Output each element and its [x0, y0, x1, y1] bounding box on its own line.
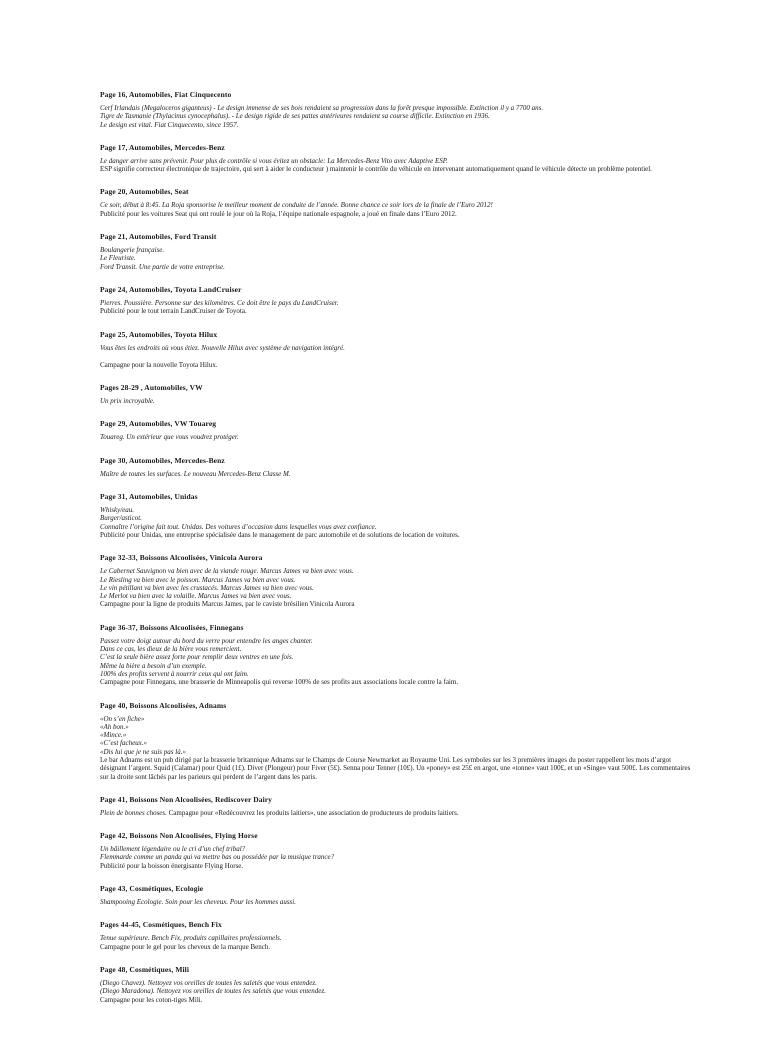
- document-section: [100, 384, 702, 405]
- text-run: (Diego Chavez). Nettoyez vos oreilles de toutes les saletés que vous entendez.: [100, 978, 317, 987]
- text-line: [100, 112, 702, 120]
- section-heading: Page 42, Boissons Non Alcoolisées, Flying Horse: [100, 831, 258, 841]
- document-section: [100, 493, 702, 539]
- text-line: [100, 254, 702, 262]
- text-line: [100, 731, 702, 739]
- section-heading: Page 31, Automobiles, Unidas: [100, 492, 198, 502]
- text-line: [100, 987, 702, 995]
- text-run: Ford Transit. Une partie de votre entreprise.: [100, 262, 225, 271]
- text-run: Le Merlot va bien avec la volaille. Marcus James va bien avec vous.: [100, 592, 292, 601]
- text-line: [100, 121, 702, 129]
- text-line: [100, 809, 702, 817]
- document-section: [100, 885, 702, 906]
- text-line: [100, 567, 702, 575]
- section-heading: Page 29, Automobiles, VW Touareg: [100, 419, 217, 429]
- text-run: Même la bière a besoin d’un exemple.: [100, 661, 207, 670]
- document-section: [100, 233, 702, 271]
- text-run: Publicité pour les voitures Seat qui ont roulé le jour où la Roja, l’équipe nationale espagnole, a joué en finale dans l’Euro 2012.: [100, 209, 457, 218]
- text-line: [100, 470, 702, 478]
- text-line: [100, 943, 702, 951]
- text-run: Burger/asticot.: [100, 514, 142, 523]
- document-section: [100, 91, 702, 129]
- document-section: [100, 144, 702, 174]
- text-run: Un bâillement légendaire ou le cri d’un chef tribal?: [100, 845, 246, 854]
- text-run: Pierres. Poussière. Personne sur des kilomètres. Ce doit être le pays du LandCruiser.: [100, 298, 339, 307]
- text-run: Publicité pour le tout terrain LandCruiser de Toyota.: [100, 307, 247, 316]
- text-run: Le Riesling va bien avec le poisson. Marcus James va bien avec vous.: [100, 575, 296, 584]
- text-run: Vous êtes les endroits où vous étiez. Nouvelle Hilux avec système de navigation intégré.: [100, 343, 345, 352]
- section-heading: Page 16, Automobiles, Fiat Cinquecento: [100, 90, 232, 99]
- text-run: «Ah bon.»: [100, 722, 129, 731]
- document-section: [100, 921, 702, 951]
- section-heading: Page 36-37, Boissons Alcoolisées, Finnegans: [100, 622, 244, 632]
- text-line: [100, 592, 702, 600]
- text-run: Plein de bonnes choses.: [100, 808, 167, 817]
- text-line: [100, 934, 702, 942]
- text-line: [100, 397, 702, 405]
- text-line: [100, 584, 702, 592]
- text-run: «C’est facheux.»: [100, 739, 148, 748]
- text-run: Campagne pour la nouvelle Toyota Hilux.: [100, 360, 218, 369]
- text-run: (Diego Maradona). Nettoyez vos oreilles de toutes les saletés que vous entendez.: [100, 987, 326, 996]
- text-run: Le Cabernet Sauvignon va bien avec de la viande rouge. Marcus James va bien avec vous.: [100, 567, 354, 576]
- text-line: [100, 715, 702, 723]
- text-line: [100, 531, 702, 539]
- document-section: [100, 966, 702, 1004]
- text-run: Le design est vital. Fiat Cinquecento, since 1957.: [100, 120, 239, 129]
- text-run: Flemmarde comme un panda qui va mettre bas ou possédée par la musique trance?: [100, 853, 335, 862]
- text-line: [100, 433, 702, 441]
- text-run: Boulangerie française.: [100, 246, 165, 255]
- text-run: «On s’en fiche»: [100, 714, 145, 723]
- text-run: Maître de toutes les surfaces. Le nouveau Mercedes-Benz Classe M.: [100, 469, 291, 478]
- text-line: [100, 996, 702, 1004]
- document-section: [100, 188, 702, 218]
- section-heading: Pages 28-29 , Automobiles, VW: [100, 383, 203, 393]
- text-line: [100, 845, 702, 853]
- text-line: [100, 739, 702, 747]
- text-run: Le Fleuriste.: [100, 254, 136, 263]
- text-run: Shampooing Ecologie. Soin pour les cheveux. Pour les hommes aussi.: [100, 898, 296, 907]
- text-run: 100% des profits servent à nourrir ceux qui ont faim.: [100, 669, 249, 678]
- text-line: [100, 210, 702, 218]
- text-line: [100, 637, 702, 645]
- section-heading: Page 20, Automobiles, Seat: [100, 187, 189, 197]
- text-run: Touareg. Un extérieur que vous voudrez protéger.: [100, 433, 239, 442]
- text-line: [100, 104, 702, 112]
- text-run: Publicité pour la boisson énergisante Flying Horse.: [100, 861, 244, 870]
- document-section: [100, 796, 702, 817]
- text-run: Le vin pétillant va bien avec les crustacés. Marcus James va bien avec vous.: [100, 583, 314, 592]
- document-section: [100, 832, 702, 870]
- text-line: [100, 344, 702, 352]
- text-line: [100, 514, 702, 522]
- text-run: Tenue supérieure. Bench Fix, produits capillaires professionnels.: [100, 934, 282, 943]
- text-run: Campagne pour le gel pour les cheveux de la marque Bench.: [100, 942, 271, 951]
- text-line: [100, 662, 702, 670]
- section-heading: Page 32-33, Boissons Alcoolisées, Vinicola Aurora: [100, 553, 263, 563]
- text-line: [100, 523, 702, 531]
- text-run: Passez votre doigt autour du bord du verre pour entendre les anges chanter.: [100, 636, 313, 645]
- section-heading: Page 43, Cosmétiques, Ecologie: [100, 884, 204, 894]
- text-run: Publicité pour Unidas, une entreprise spécialisée dans le management de parc automobile et de solutions de location de voitures.: [100, 530, 460, 539]
- text-run: «Dis lui que je ne suis pas là.»: [100, 747, 186, 756]
- text-run: Campagne pour «Redécouvrez les produits laitiers», une association de producteurs de produits laitiers.: [166, 808, 459, 817]
- text-line: [100, 246, 702, 254]
- text-line: [100, 157, 702, 165]
- text-line: [100, 756, 694, 781]
- text-line: [100, 576, 702, 584]
- section-heading: Page 21, Automobiles, Ford Transit: [100, 232, 217, 242]
- section-heading: Page 25, Automobiles, Toyota Hilux: [100, 329, 218, 339]
- text-line: [100, 678, 702, 686]
- text-line: [100, 263, 702, 271]
- text-run: Campagne pour Finnegans, une brasserie de Minneapolis qui reverse 100% de ses profits aux associations locale contre la faim.: [100, 678, 459, 687]
- section-heading: Page 24, Automobiles, Toyota LandCruiser: [100, 284, 242, 294]
- text-run: «Mince.»: [100, 731, 127, 740]
- text-run: Tigre de Tasmanie (Thylacinus cynocephalus). - Le design rigide de ses pattes antérieures rendaient sa course difficile. Extinction en 1936.: [100, 112, 490, 121]
- document-section: [100, 554, 702, 608]
- document-section: [100, 457, 702, 478]
- text-line: [100, 506, 702, 514]
- text-line: [100, 723, 702, 731]
- text-line: [100, 307, 702, 315]
- text-line: [100, 600, 702, 608]
- text-run: Le bar Adnams est un pub dirigé par la brasserie britannique Adnams sur le Champs de Course Newmarket au Royaume Uni. Les symboles sur les 3 premières images du poster rappellent les mots d’argot désignant l’argent. Squid (Calamar) pour Quid (1£). Diver (Plongeur) pour Fiver (5£). Senna pour Tenner (10£). Un «poney» est 25£ en argot, une «tonne» vaut 100£, et un «Singe» vaut 500£. Les commentaires sur la droite sont lâchés par les parieurs qui perdent de l’argent dans les paris.: [100, 755, 691, 781]
- text-line: [100, 670, 702, 678]
- section-heading: Page 30, Automobiles, Mercedes-Benz: [100, 455, 225, 465]
- section-heading: Page 17, Automobiles, Mercedes-Benz: [100, 142, 225, 152]
- text-run: Le danger arrive sans prévenir. Pour plus de contrôle si vous évitez un obstacle: La Mercedes-Benz Vito avec Adaptive ESP.: [100, 156, 448, 165]
- text-run: Cerf Irlandais (Megaloceros giganteus) - Le design immense de ses bois rendaient sa progression dans la forêt presque impossible. Extinction il y a 7700 ans.: [100, 104, 544, 112]
- text-line: [100, 299, 702, 307]
- text-line: [100, 645, 702, 653]
- text-run: Whisky/eau.: [100, 506, 135, 515]
- text-line: [100, 361, 702, 369]
- text-line: [100, 898, 702, 906]
- text-run: ESP signifie correcteur électronique de trajectoire, qui sert à aider le conducteur ) maintenir le contrôle du véhicule en intervenant automatiquement quand le véhicule détecte un problème potentiel.: [100, 165, 652, 174]
- text-line: [100, 748, 702, 756]
- text-line: [100, 979, 702, 987]
- text-run: Connaître l’origine fait tout. Unidas. Des voitures d’occasion dans lesquelles vous avez confiance.: [100, 522, 377, 531]
- text-run: Ce soir, début à 8:45. La Roja sponsorise le meilleur moment de conduite de l’année. Bonne chance ce soir lors de la finale de l’Euro 2012!: [100, 201, 493, 210]
- text-line: [100, 165, 702, 173]
- text-line: [100, 862, 702, 870]
- text-run: Campagne pour les coton-tiges Mili.: [100, 995, 203, 1004]
- text-run: Campagne pour la ligne de produits Marcus James, par le caviste brésilien Vinicola Aurora: [100, 600, 355, 609]
- section-heading: Page 40, Boissons Alcoolisées, Adnams: [100, 700, 227, 710]
- document-section: [100, 331, 702, 370]
- text-run: Un prix incroyable.: [100, 397, 155, 406]
- section-heading: Page 41, Boissons Non Alcoolisées, Rediscover Dairy: [100, 794, 273, 804]
- text-run: C’est la seule bière assez forte pour remplir deux ventres en une fois.: [100, 653, 294, 662]
- document-section: [100, 702, 702, 781]
- document-section: [100, 286, 702, 316]
- section-heading: Pages 44-45, Cosmétiques, Bench Fix: [100, 920, 222, 930]
- section-heading: Page 48, Cosmétiques, Mili: [100, 964, 190, 974]
- text-line: [100, 653, 702, 661]
- text-line: [100, 201, 702, 209]
- document-section: [100, 624, 702, 687]
- text-run: Dans ce cas, les dieux de la bière vous remercient.: [100, 645, 242, 654]
- text-line: [100, 853, 702, 861]
- document-section: [100, 420, 702, 441]
